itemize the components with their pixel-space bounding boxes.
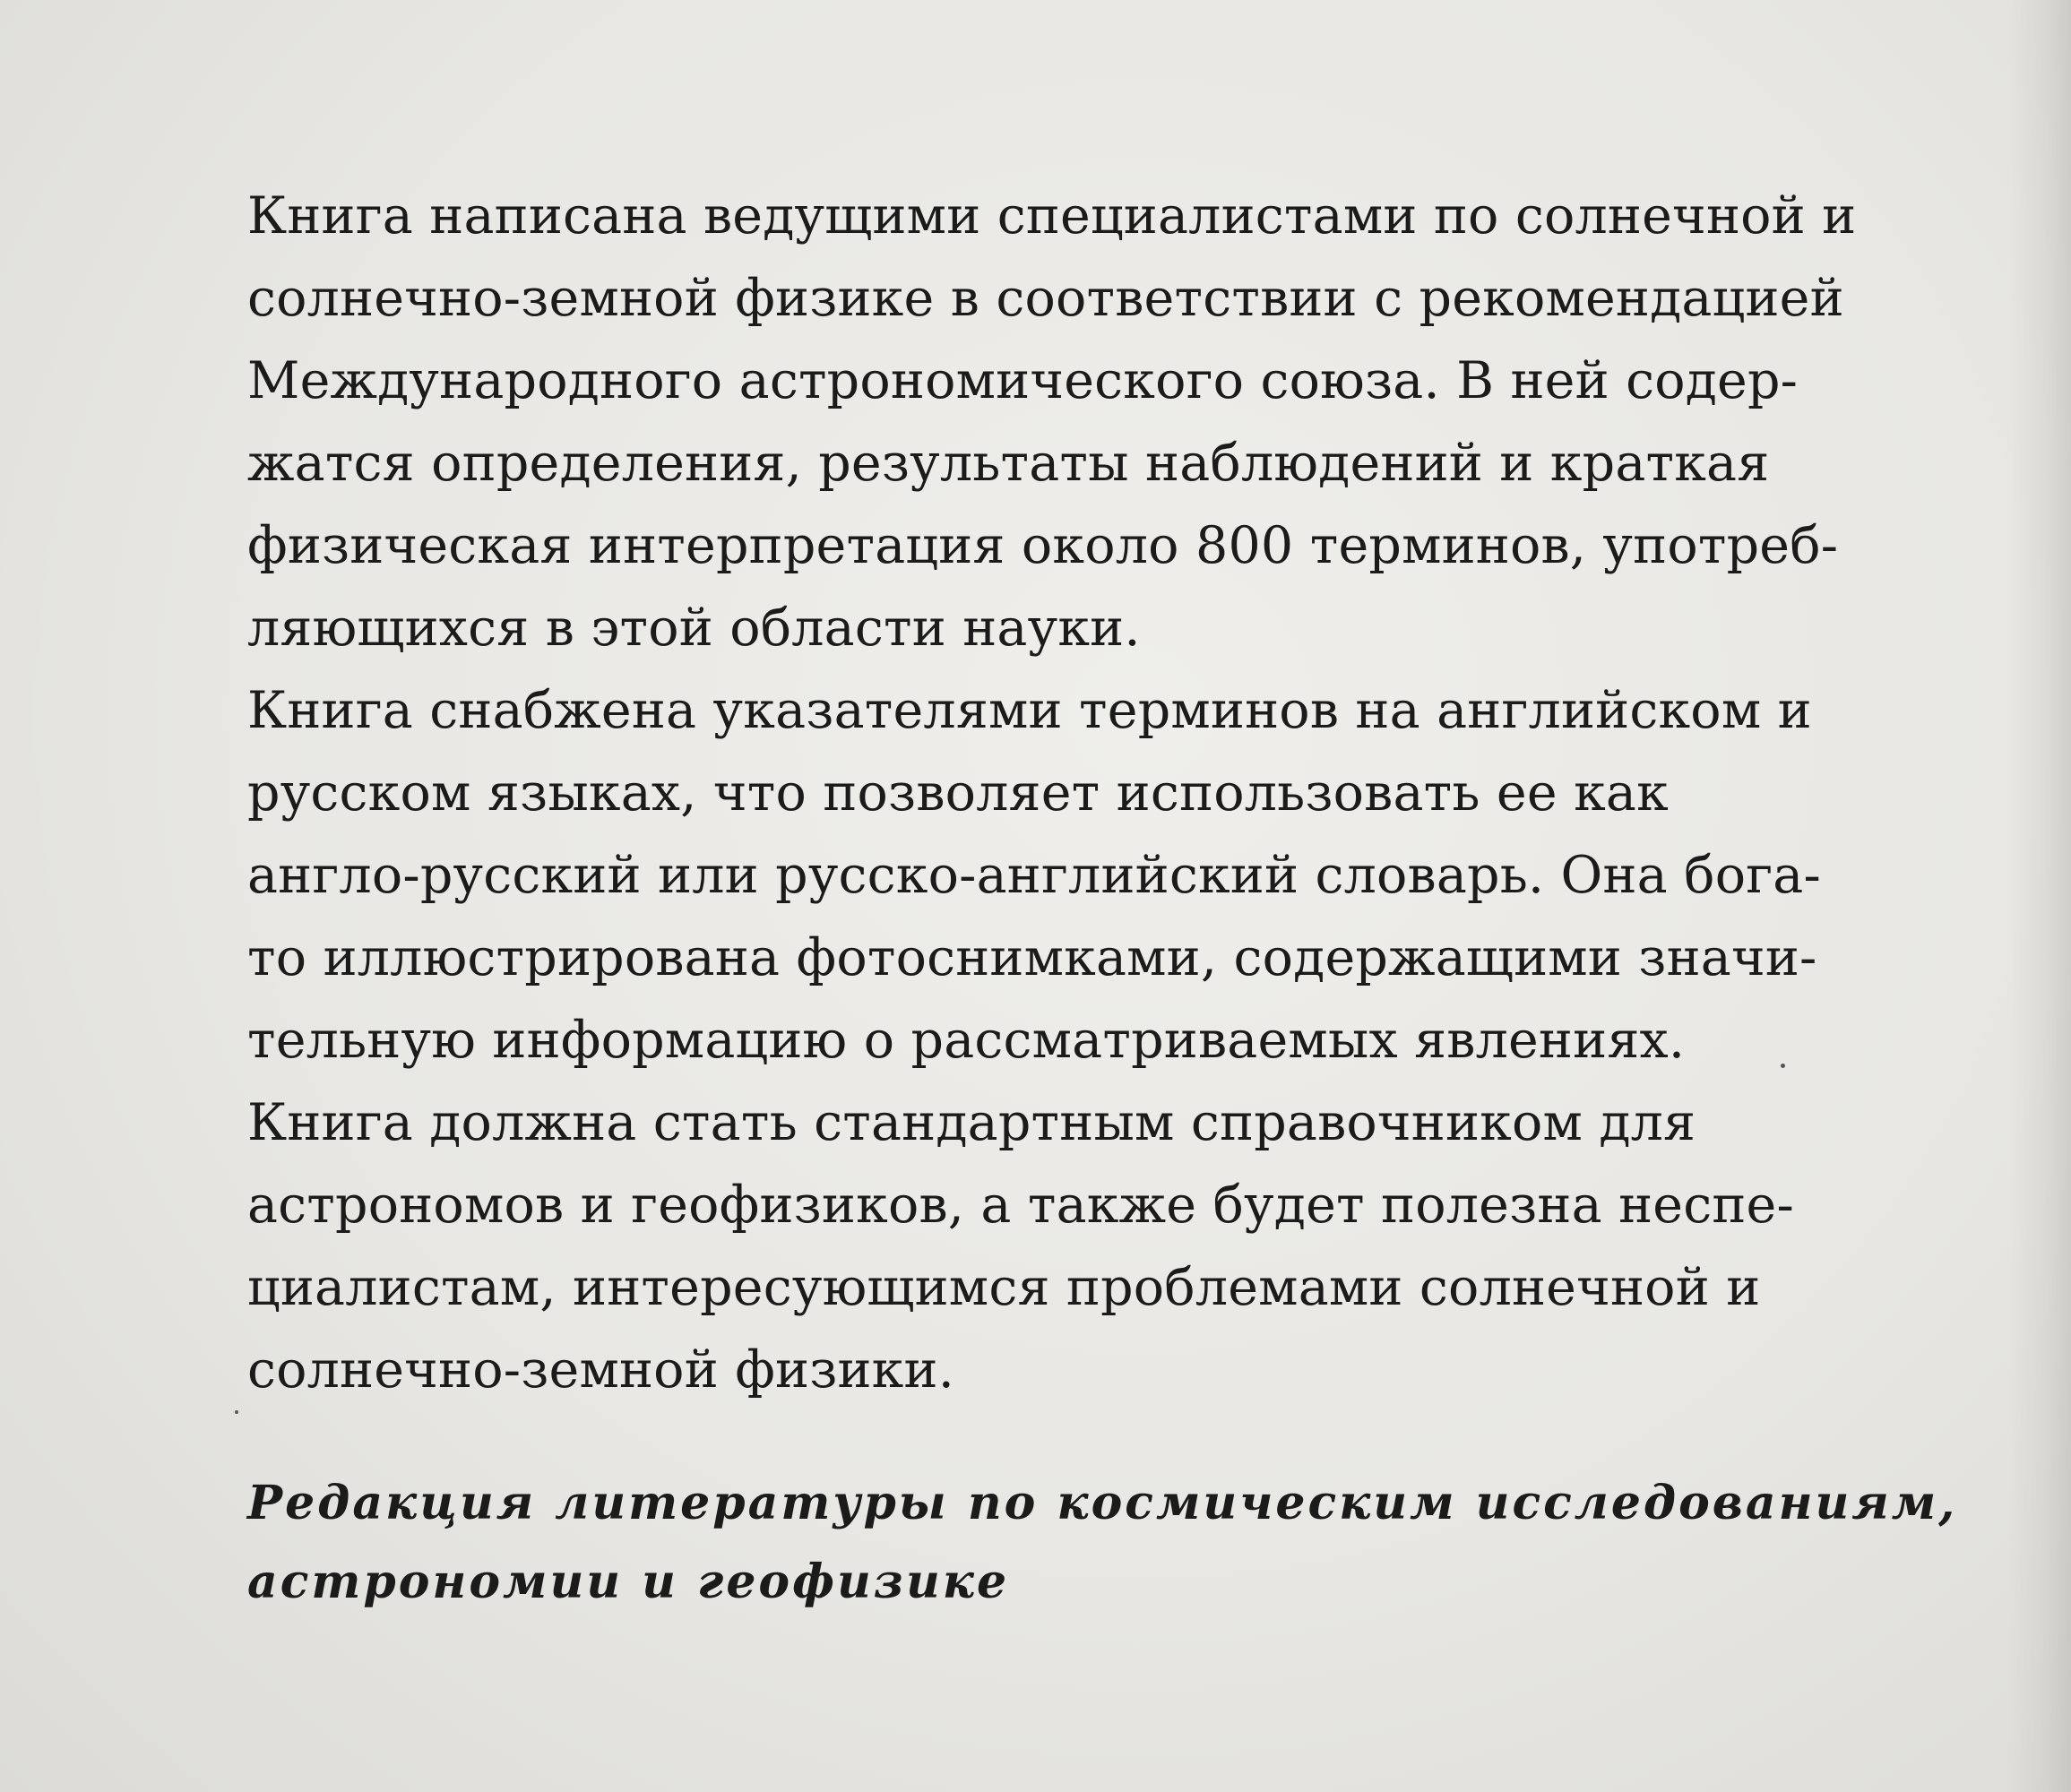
text-line: Книга должна стать стандартным справочником для — [247, 1093, 1696, 1152]
text-line: циалистам, интересующимся проблемами солнечной и — [247, 1258, 1761, 1317]
page-edge-shadow — [2008, 0, 2071, 1792]
print-speck — [1781, 1064, 1785, 1068]
text-line: то иллюстрирована фотоснимками, содержащими значи- — [247, 928, 1817, 987]
text-line: астрономов и геофизиков, а также будет полезна неспе- — [247, 1176, 1794, 1235]
text-line: Книга снабжена указателями терминов на английском и — [247, 681, 1812, 740]
text-line: тельную информацию о рассматриваемых явлениях. — [247, 1011, 1686, 1070]
text-line: физическая интерпретация около 800 терминов, употреб- — [247, 516, 1839, 575]
text-line: Книга написана ведущими специалистами по солнечной и — [247, 186, 1857, 246]
text-line: англо-русский или русско-английский словарь. Она бога- — [247, 846, 1821, 905]
text-line: солнечно-земной физике в соответствии с рекомендацией — [247, 269, 1844, 328]
text-line: солнечно-земной физики. — [247, 1340, 955, 1400]
text-line: Международного астрономического союза. В ней содер- — [247, 351, 1799, 410]
signature-line: Редакция литературы по космическим исследованиям, — [247, 1476, 1958, 1530]
text-line: ляющихся в этой области науки. — [247, 599, 1141, 658]
text-line: русском языках, что позволяет использовать ее как — [247, 763, 1669, 823]
annotation-text — [247, 175, 1914, 1411]
text-line: жатся определения, результаты наблюдений и краткая — [247, 434, 1770, 493]
editorial-signature — [247, 1464, 1958, 1622]
signature-line: астрономии и геофизике — [247, 1555, 1010, 1609]
print-speck — [235, 1410, 238, 1414]
